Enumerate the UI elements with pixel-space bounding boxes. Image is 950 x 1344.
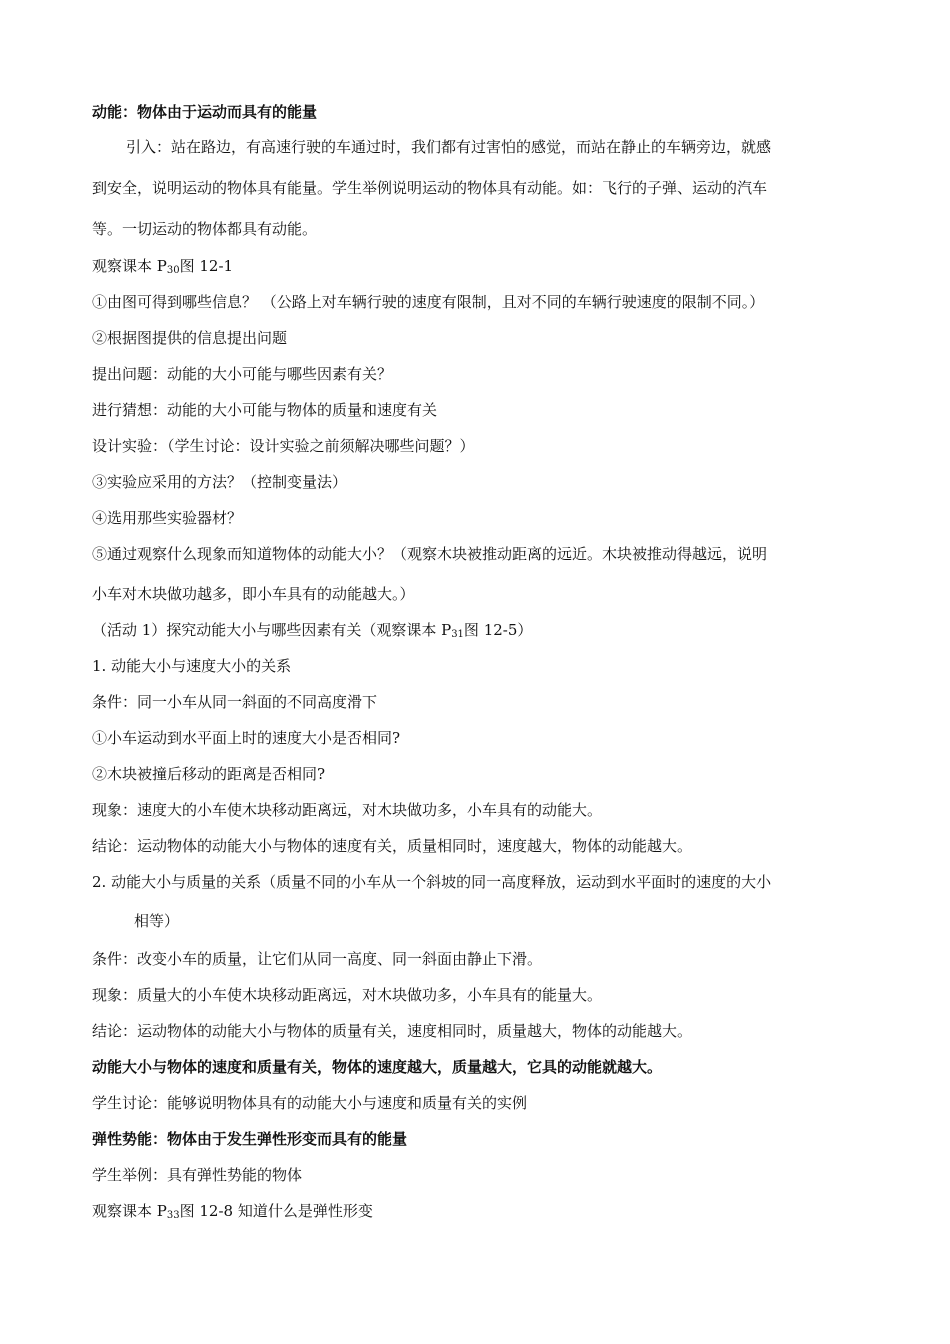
section-2-phenomenon: 现象：质量大的小车使木块移动距离远，对木块做功多，小车具有的能量大。 — [92, 986, 603, 1004]
section-1-title: 1. 动能大小与速度大小的关系 — [92, 657, 292, 675]
experiment-design: 设计实验：（学生讨论：设计实验之前须解决哪些问题？） — [92, 437, 475, 455]
section-2-title-line-1: 2. 动能大小与质量的关系（质量不同的小车从一个斜坡的同一高度释放，运动到水平面时的速度的大小 — [92, 873, 772, 891]
section-2-title-line-2: 相等） — [134, 912, 180, 930]
kinetic-energy-summary: 动能大小与物体的速度和质量有关，物体的速度越大，质量越大，它具的动能就越大。 — [92, 1058, 663, 1076]
heading-elastic-potential-energy: 弹性势能：物体由于发生弹性形变而具有的能量 — [92, 1130, 408, 1148]
student-discussion: 学生讨论：能够说明物体具有的动能大小与速度和质量有关的实例 — [92, 1094, 528, 1112]
question-5-line-1: ⑤通过观察什么现象而知道物体的动能大小？（观察木块被推动距离的远近。木块被推动得越远，说明 — [92, 545, 768, 563]
intro-line-3: 等。一切运动的物体都具有动能。 — [92, 220, 318, 238]
intro-line-2: 到安全，说明运动的物体具有能量。学生举例说明运动的物体具有动能。如：飞行的子弹、运动的汽车 — [92, 179, 768, 197]
hypothesis: 进行猜想：动能的大小可能与物体的质量和速度有关 — [92, 401, 438, 419]
question-3: ③实验应采用的方法？（控制变量法） — [92, 473, 348, 491]
pose-question: 提出问题：动能的大小可能与哪些因素有关？ — [92, 365, 393, 383]
section-1-conclusion: 结论：运动物体的动能大小与物体的速度有关，质量相同时，速度越大，物体的动能越大。 — [92, 837, 693, 855]
student-examples: 学生举例：具有弹性势能的物体 — [92, 1166, 303, 1184]
heading-kinetic-energy: 动能：物体由于运动而具有的能量 — [92, 103, 318, 121]
section-1-question-b: ②木块被撞后移动的距离是否相同? — [92, 765, 326, 783]
section-2-condition: 条件：改变小车的质量，让它们从同一高度、同一斜面由静止下滑。 — [92, 950, 543, 968]
question-1: ①由图可得到哪些信息？ （公路上对车辆行驶的速度有限制，且对不同的车辆行驶速度的限制不同。） — [92, 293, 765, 311]
section-1-condition: 条件：同一小车从同一斜面的不同高度滑下 — [92, 693, 378, 711]
question-5-line-2: 小车对木块做功越多，即小车具有的动能越大。） — [92, 585, 415, 603]
question-4: ④选用那些实验器材？ — [92, 509, 243, 527]
activity-1-line: （活动 1）探究动能大小与哪些因素有关（观察课本 $P_{31}$图 12-5） — [92, 621, 533, 640]
intro-line-1: 引入：站在路边，有高速行驶的车通过时，我们都有过害怕的感觉，而站在静止的车辆旁边，就感 — [126, 138, 772, 156]
section-1-question-a: ①小车运动到水平面上时的速度大小是否相同? — [92, 729, 401, 747]
observe-textbook-elastic: 观察课本 $P_{33}$图 12-8 知道什么是弹性形变 — [92, 1202, 373, 1221]
question-2: ②根据图提供的信息提出问题 — [92, 329, 288, 347]
section-1-phenomenon: 现象：速度大的小车使木块移动距离远，对木块做功多，小车具有的动能大。 — [92, 801, 603, 819]
observe-textbook-line: 观察课本 $P_{30}$图 12-1 — [92, 257, 234, 276]
section-2-conclusion: 结论：运动物体的动能大小与物体的质量有关，速度相同时，质量越大，物体的动能越大。 — [92, 1022, 693, 1040]
